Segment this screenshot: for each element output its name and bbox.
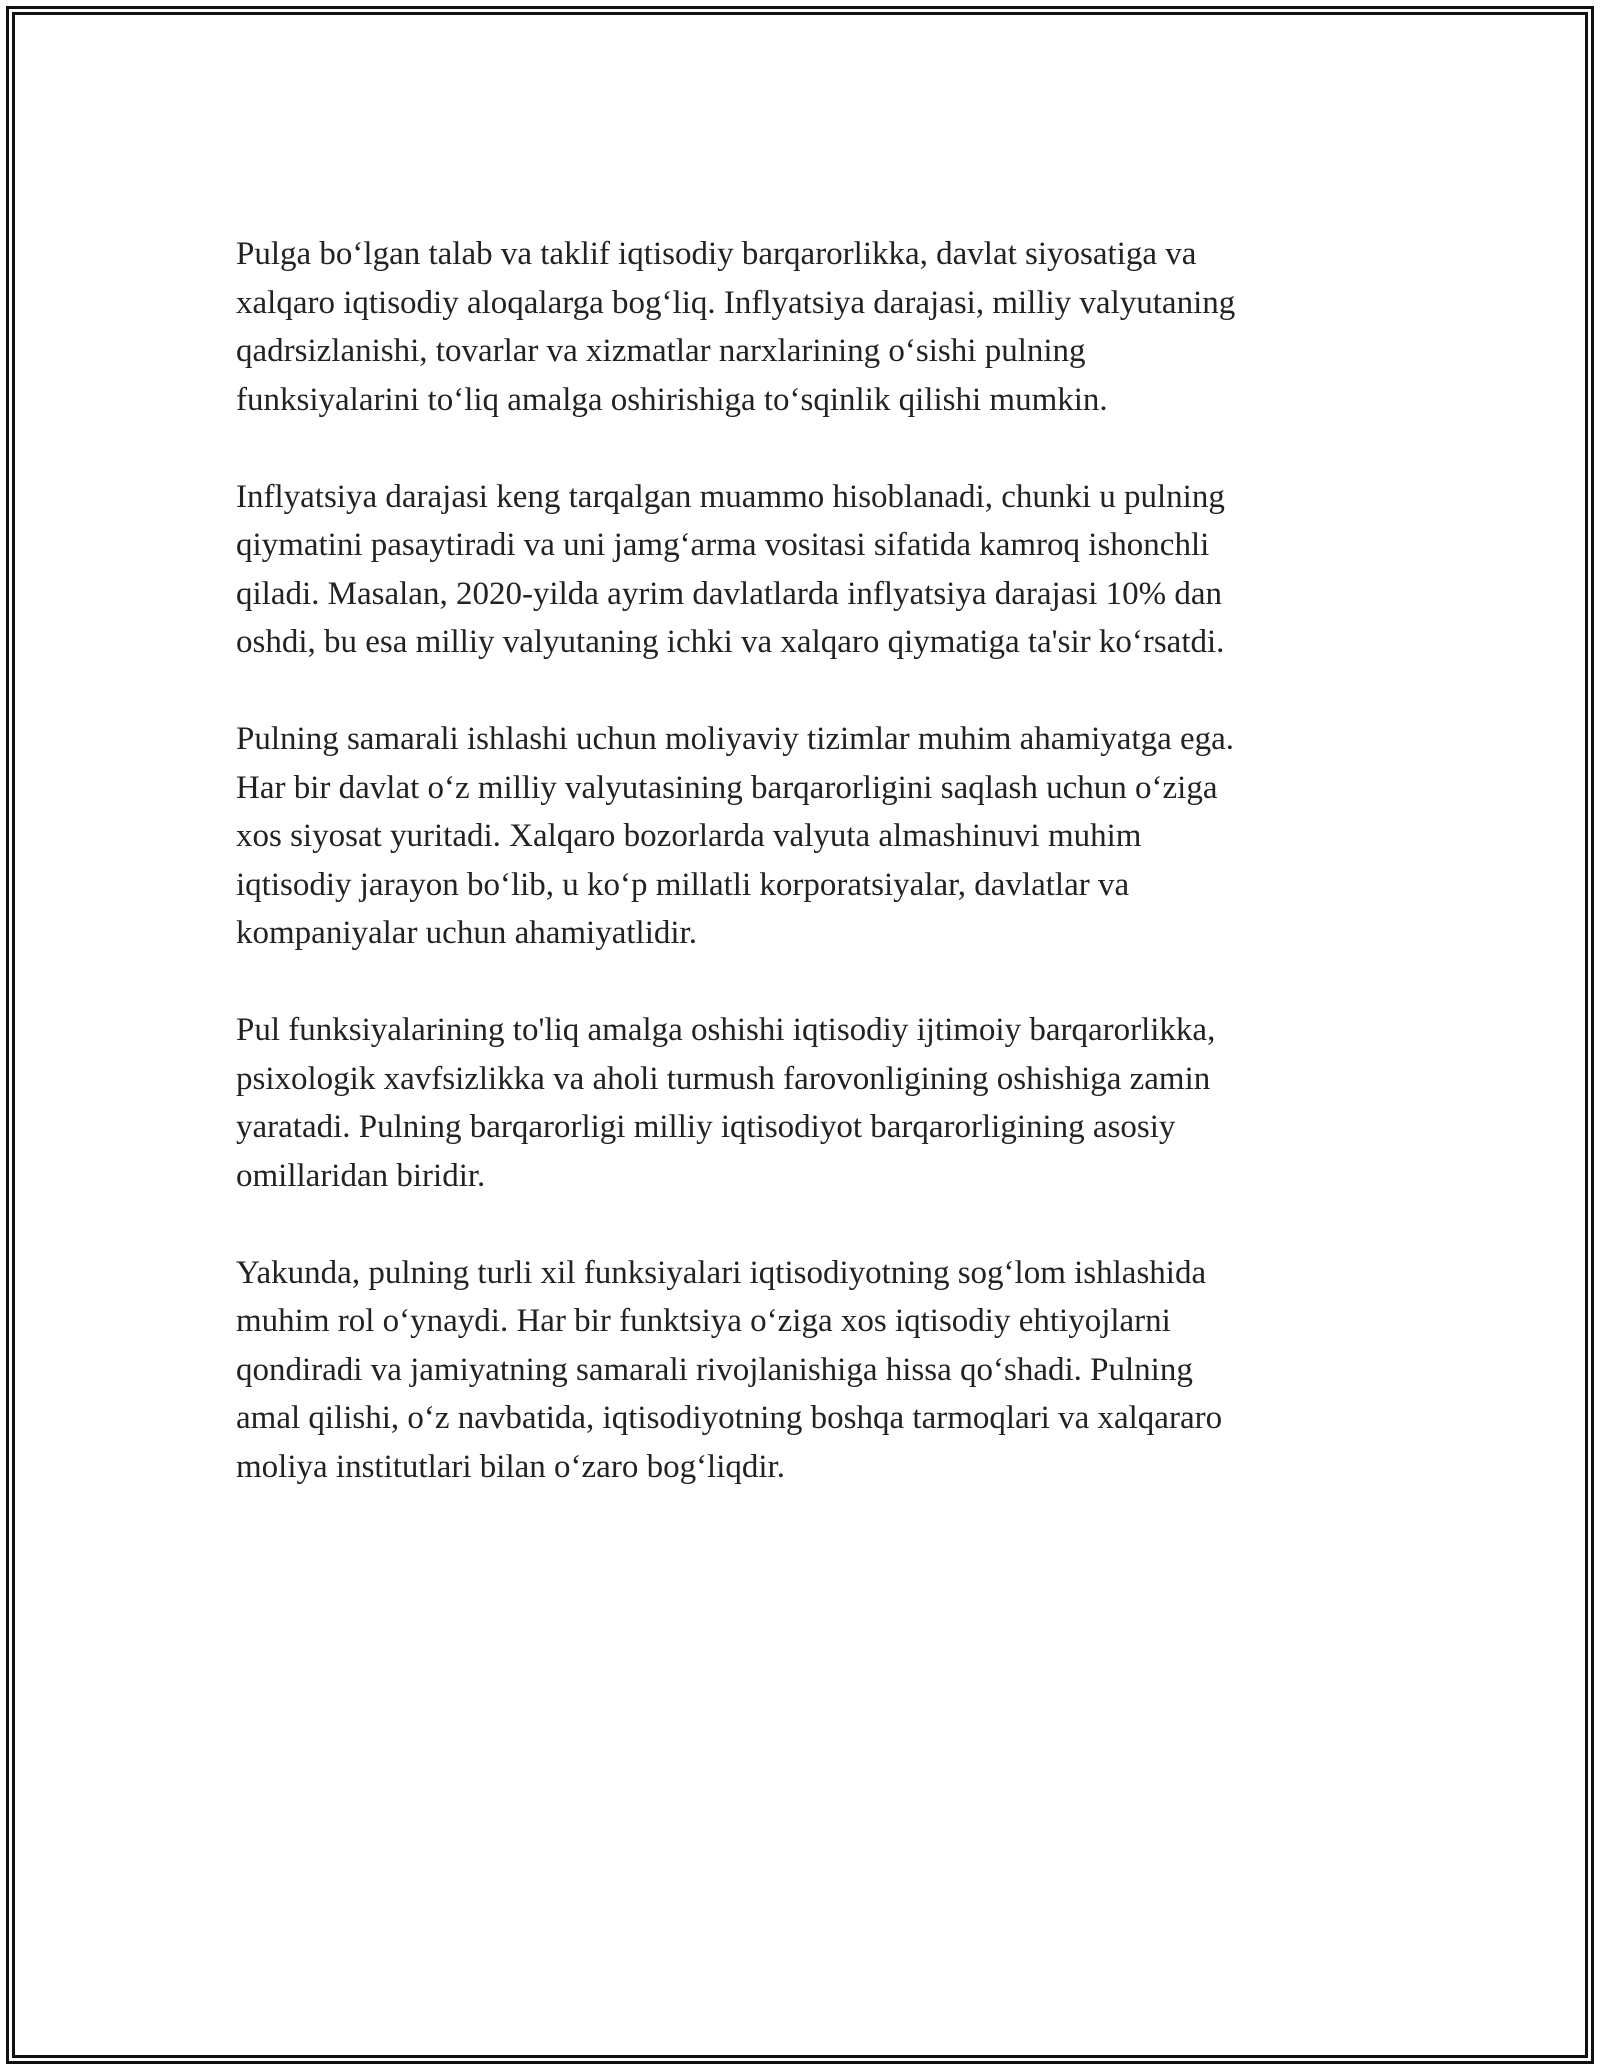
paragraph: Yakunda, pulning turli xil funksiyalari iqtisodiyotning sogʻlom ishlashida muhim rol oʻynaydi. Har bir funktsiya oʻziga xos iqtisodiy ehtiyojlarni qondiradi va jamiyatning samarali rivojlanishiga hissa qoʻshadi. Pulning amal qilishi, oʻz navbatida, iqtisodiyotning boshqa tarmoqlari va xalqararo moliya institutlari bilan oʻzaro bogʻliqdir.	[236, 1254, 1223, 1485]
paragraph: Inflyatsiya darajasi keng tarqalgan muammo hisoblanadi, chunki u pulning qiymatini pasaytiradi va uni jamgʻarma vositasi sifatida kamroq ishonchli qiladi. Masalan, 2020-yilda ayrim davlatlarda inflyatsiya darajasi 10% dan oshdi, bu esa milliy valyutaning ichki va xalqaro qiymatiga ta'sir koʻrsatdi.	[236, 478, 1225, 660]
paragraph: Pulning samarali ishlashi uchun moliyaviy tizimlar muhim ahamiyatga ega. Har bir davlat oʻz milliy valyutasining barqarorligini saqlash uchun oʻziga xos siyosat yuritadi. Xalqaro bozorlarda valyuta almashinuvi muhim iqtisodiy jarayon boʻlib, u koʻp millatli korporatsiyalar, davlatlar va kompaniyalar uchun ahamiyatlidir.	[236, 721, 1235, 951]
document-body	[236, 230, 1366, 1540]
paragraph: Pulga boʻlgan talab va taklif iqtisodiy barqarorlikka, davlat siyosatiga va xalqaro iqtisodiy aloqalarga bogʻliq. Inflyatsiya darajasi, milliy valyutaning qadrsizlanishi, tovarlar va xizmatlar narxlarining oʻsishi pulning funksiyalarini toʻliq amalga oshirishiga toʻsqinlik qilishi mumkin.	[236, 236, 1236, 418]
paragraph: Pul funksiyalarining to'liq amalga oshishi iqtisodiy ijtimoiy barqarorlikka, psixologik xavfsizlikka va aholi turmush farovonligining oshishiga zamin yaratadi. Pulning barqarorligi milliy iqtisodiyot barqarorligining asosiy omillaridan biridir.	[236, 1012, 1216, 1194]
